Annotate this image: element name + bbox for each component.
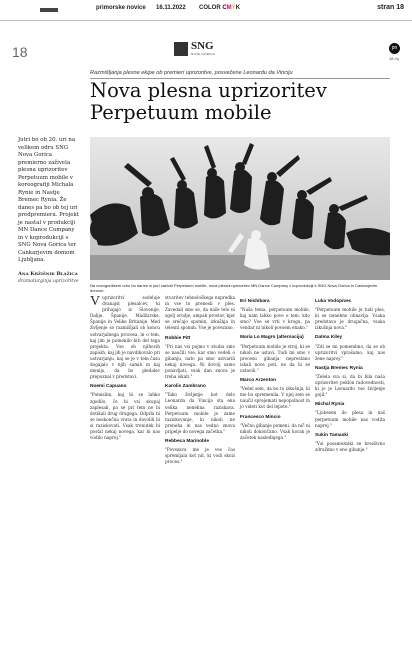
paragraph-text: "Pri nas vsi pojmo v studiu smo se naučili vse, kar smo vedeli o gibanju, nato pa smo ustvarili nekaj novega. Ni dovolj samo ponavljati, vsak dan znova je treba iskati."	[165, 343, 235, 380]
page-label: stran 18	[377, 4, 404, 11]
heading-text: Eri Nishibara	[240, 299, 270, 304]
corner-num: 18 /nj	[389, 56, 399, 61]
theatre-emblem-icon	[174, 42, 188, 56]
lead-text: Jutri bo ob 20. uri na velikem odru SNG Nova Gorica premierno zaživela plesna uprizoritev Perpetuum mobile v koreografiji Michala Rynie in Nastje Bremec Rynia. Že danes pa bo ob tej uri predpremiera. Projekt je nastal v produkciji MN Dance Company in v koprodukciji s SNG Nova Gorica ter Cankarjevim domom Ljubljana.	[18, 137, 79, 263]
section-heading	[240, 299, 310, 305]
section-heading	[315, 299, 385, 305]
sng-logo	[174, 40, 224, 60]
paragraph-text: "Naša tema, perpetuum mobile, kaj nam lahko pove o tem, kdo smo? Vse se vrti v krogu, pa vendar ni nikoli povsem enako."	[240, 307, 310, 331]
article-paragraph	[240, 307, 310, 331]
article-paragraph	[315, 374, 385, 398]
article-paragraph	[315, 344, 385, 362]
section-heading	[90, 384, 160, 390]
section-heading	[240, 335, 310, 341]
paper-name: primorske novice	[96, 5, 146, 11]
paragraph-text: "Ljubezen do plesa in naš perpetuum mobile nas vodita naprej."	[315, 410, 385, 428]
author-role: dramaturginja uprizoritve	[18, 279, 79, 284]
heading-text: Francesco Mincio	[240, 414, 281, 420]
section-heading	[315, 433, 385, 439]
heading-text: Nastja Bremec Rynia	[315, 365, 363, 371]
article-paragraph	[165, 295, 235, 332]
heading-text: Sukin Tamaski	[315, 432, 349, 438]
dance-photo	[90, 137, 390, 280]
article-paragraph	[240, 344, 310, 374]
photo-caption: Na novogoriškem odru bo danes in jutri zaživel Perpetuum mobile, nova plesna uprizoritev MN Dance Company v koprodukciji s SNG Nova Gorica in Cankarjevim domom.	[90, 283, 378, 293]
article-paragraph	[240, 386, 310, 410]
article-column-2	[165, 295, 235, 467]
article-paragraph	[315, 441, 385, 453]
section-heading	[165, 439, 235, 445]
heading-text: Dalma Kiley	[315, 335, 343, 341]
heading-text: Noemi Capuano	[90, 384, 127, 390]
article-column-3	[240, 295, 310, 443]
color-m: M	[226, 5, 232, 11]
print-header	[0, 0, 412, 21]
paragraph-text: stvaritev tehnološkega napredka in vse to prenesli v ples. Zavedali smo se, da naše telo ni zgolj orodje, ampak prostor, kjer se srečajo spomin, izkušnja in telesni spomin. Vse je povezano.	[165, 295, 235, 331]
article-paragraph	[315, 410, 385, 428]
article-paragraph	[240, 423, 310, 441]
section-heading	[315, 335, 385, 341]
color-c: COLOR C	[199, 5, 227, 11]
lead-paragraph	[18, 137, 81, 286]
issue-date: 16.11.2022	[156, 5, 186, 11]
paragraph-text: "Perpetuum mobile je tudi ples, ki se nenehno obnavlja. Vsaka predstava je drugačna, vsaka izkušnja nova."	[315, 307, 385, 331]
page-number: 18	[12, 44, 28, 60]
article-paragraph	[90, 295, 160, 380]
paragraph-text: "Povezava me je ves čas spremljala kot nit, ki vodi skozi proces."	[165, 447, 235, 465]
section-heading	[240, 378, 310, 384]
corner-badge	[389, 43, 400, 61]
heading-text: Luka Vodopivec	[315, 299, 352, 304]
paragraph-text: "Vsi posamezniki se brezšivno združimo v eno gibanje."	[315, 440, 385, 452]
paragraph-text: "Želela sva si, da bi bila naša uprizoritev poklon radovednosti, ki jo je Leonardo vse življenje gojil."	[315, 373, 385, 398]
header-bar-mark	[40, 8, 58, 12]
paragraph-text: "Perpetuum mobile je stroj, ki se nikoli ne ustavi. Tudi mi smo v procesu gibanja neprestano iskali nove poti, ne da bi se ustavili."	[240, 343, 310, 373]
section-heading	[315, 402, 385, 408]
article-column-4	[315, 295, 385, 455]
color-y: Y	[231, 5, 236, 11]
article-paragraph	[315, 307, 385, 331]
paragraph-text: "Tako življenje kot delo Leonarda da Vincija sta ena velika nenehna raziskava. Perpetuum mobile je zame raziskovanje, ki nikoli ne preneha in nas vedno znova pripelje do novega začetka."	[165, 392, 235, 434]
author-name: Ana Kržišnik Blažica	[18, 270, 78, 277]
article-paragraph	[165, 392, 235, 435]
section-heading	[315, 366, 385, 372]
drop-cap: V	[90, 294, 101, 309]
headline: Nova plesna uprizoritev Perpetuum mobile	[90, 79, 327, 124]
heading-text: Marco Arzenton	[240, 378, 277, 384]
color-k: K	[235, 5, 241, 11]
article-paragraph	[165, 447, 235, 465]
heading-text: Maria Lo Magro (alternacija)	[240, 335, 304, 341]
logo-name: SNG	[191, 40, 214, 52]
heading-text: Robbie Pitt	[165, 335, 191, 341]
kicker: Razmišljanja plesne ekipe ob premieri uprizoritve, posvečene Leonardu da Vinciju	[90, 70, 293, 76]
article-column-1	[90, 295, 160, 443]
section-heading	[165, 384, 235, 390]
article-paragraph	[90, 392, 160, 441]
article-paragraph	[165, 344, 235, 381]
section-heading	[165, 336, 235, 342]
color-marks	[199, 5, 240, 11]
heading-text: Karolis Zambrano	[165, 384, 206, 390]
section-heading	[240, 415, 310, 421]
heading-text: Rebbeca Marinoble	[165, 438, 209, 444]
paragraph-text: "Zdi se mi pomembno, da se ob uprizoritvi vprašamo, kaj nas žene naprej."	[315, 343, 385, 361]
paragraph-text: "Pomislim, kaj bi se lahko zgodilo, če bi vsi skupaj zaplesali, pa se pri tem ne bi dotikali drug drugega. Odprla bi se neskončna vrata in dovolili bi si raziskovati. Vsak trenutek bi postal nekaj novega, kar bi nas vodilo naprej."	[90, 392, 160, 441]
paragraph-text: uprizoritvi sodeluje dvanajst plesalcev, ki prihajajo iz Slovenije, Italije, Španije, Madžarske, Španije in Velike Britanije. Med življenje so razmišljali ob koncu ustvarjalnega procesa, in o tem, kaj jim je pomenilo biti del tega projekta. Vse ob njihovih zapisih, kaj jih je navdihovalo pri ustvarjanju, kaj se je v tem času dogajalo v njih samih in kaj menijo, da bo gledalec prepoznal v predstavi.	[90, 295, 160, 380]
pn-badge-icon: pn	[389, 43, 400, 54]
dance-photo-illustration	[90, 137, 390, 280]
logo-subtitle: NOVA GORICA	[191, 52, 216, 56]
paragraph-text: "Vedel sem, da bo to izkušnja, ki me bo spremenila. V njej sem se naučil sprejemati nepopolnost in jo videti kot del lepote."	[240, 386, 310, 410]
paragraph-text: "Večno gibanje pomeni, da nič ni nikoli dokončano. Vsak korak je začetek naslednjega."	[240, 422, 310, 440]
heading-text: Michal Rynia	[315, 402, 345, 408]
